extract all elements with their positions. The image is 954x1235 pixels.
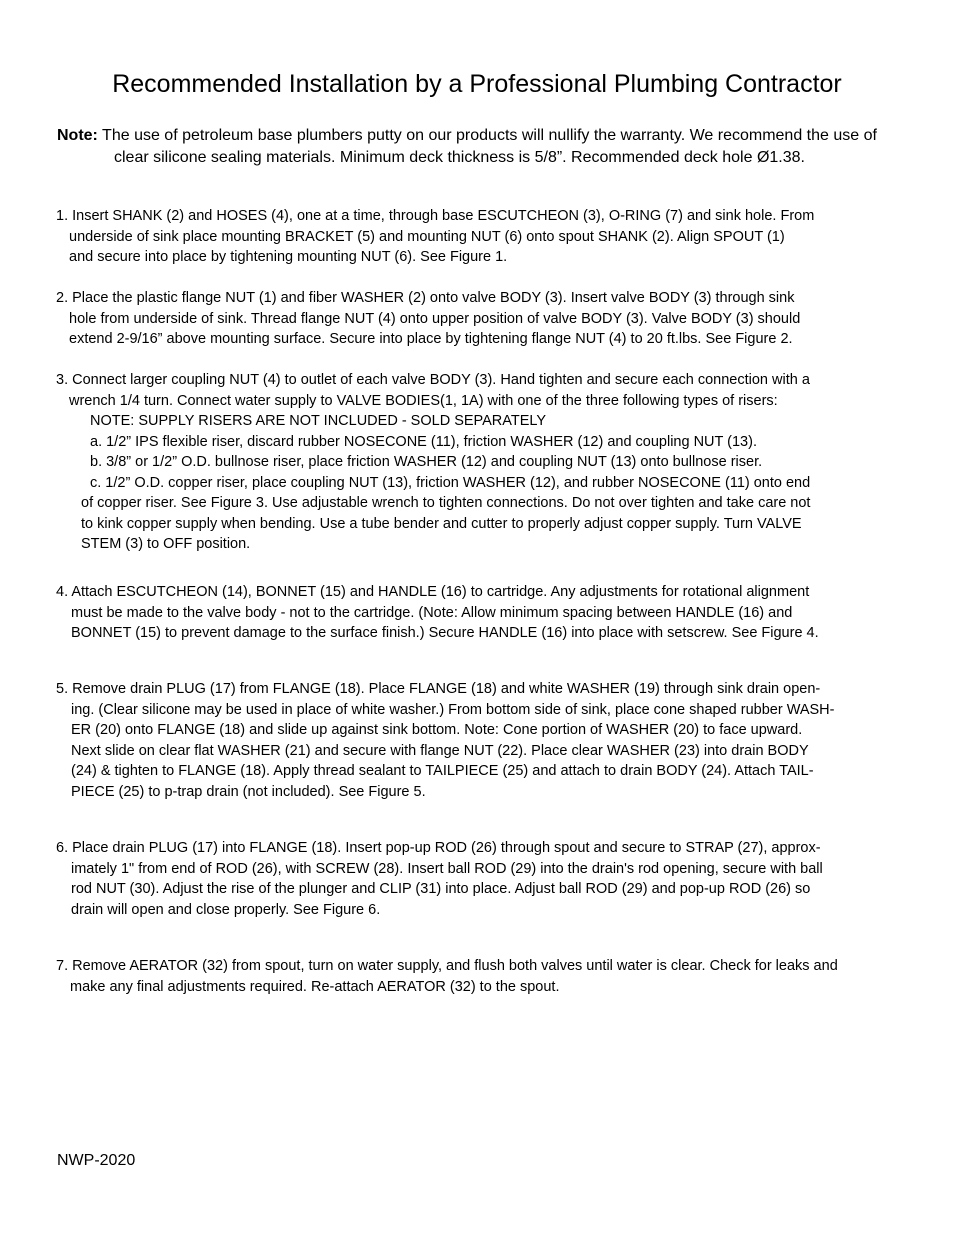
step-1 — [56, 206, 902, 268]
step-line: PIECE (25) to p-trap drain (not included). See Figure 5. — [71, 783, 426, 800]
step-line: imately 1" from end of ROD (26), with SCREW (28). Insert ball ROD (29) into the drain's rod opening, secure with ball — [71, 860, 823, 877]
step-line: underside of sink place mounting BRACKET (5) and mounting NUT (6) onto spout SHANK (2). Align SPOUT (1) — [69, 228, 785, 245]
step-line: 4. Attach ESCUTCHEON (14), BONNET (15) and HANDLE (16) to cartridge. Any adjustments for rotational alignment — [56, 584, 810, 600]
step-line: 6. Place drain PLUG (17) into FLANGE (18). Insert pop-up ROD (26) through spout and secure to STRAP (27), approx- — [56, 840, 821, 856]
step-line: to kink copper supply when bending. Use a tube bender and cutter to properly adjust copper supply. Turn VALVE — [81, 515, 802, 532]
step-line: wrench 1/4 turn. Connect water supply to VALVE BODIES(1, 1A) with one of the three following types of risers: — [69, 392, 778, 409]
step-line: drain will open and close properly. See Figure 6. — [71, 901, 381, 918]
step-5 — [56, 679, 902, 802]
step-line: Next slide on clear flat WASHER (21) and secure with flange NUT (22). Place clear WASHER (23) into drain BODY — [71, 742, 809, 759]
riser-option-c: c. 1/2” O.D. copper riser, place coupling NUT (13), friction WASHER (12), and rubber NOSECONE (11) onto end — [90, 474, 811, 491]
step-line: ER (20) onto FLANGE (18) and slide up against sink bottom. Note: Cone portion of WASHER (20) to face upward. — [71, 722, 803, 738]
step-7 — [56, 956, 902, 997]
step-4 — [56, 582, 902, 644]
step-line: ing. (Clear silicone may be used in place of white washer.) From bottom side of sink, place cone shaped rubber WASH- — [71, 701, 835, 718]
step-line: of copper riser. See Figure 3. Use adjustable wrench to tighten connections. Do not over tighten and take care not — [81, 495, 811, 511]
note-label: Note: — [57, 127, 98, 144]
step-line: 7. Remove AERATOR (32) from spout, turn on water supply, and flush both valves until water is clear. Check for leaks and — [56, 958, 838, 974]
page-title: Recommended Installation by a Professional Plumbing Contractor — [112, 70, 842, 98]
step-line: extend 2-9/16” above mounting surface. Secure into place by tightening flange NUT (4) to 20 ft.lbs. See Figure 2. — [69, 331, 793, 347]
step-2 — [56, 288, 902, 350]
note-text: The use of petroleum base plumbers putty on our products will nullify the warranty. We recommend the use of clear silicone sealing materials. Minimum deck thickness is 5/8”. Recommended deck hole Ø1.38. — [102, 127, 877, 166]
step-line: and secure into place by tightening mounting NUT (6). See Figure 1. — [69, 249, 508, 265]
step-line: STEM (3) to OFF position. — [81, 536, 251, 552]
step-line: hole from underside of sink. Thread flange NUT (4) onto upper position of valve BODY (3). Valve BODY (3) should — [69, 310, 801, 327]
step-line: (24) & tighten to FLANGE (18). Apply thread sealant to TAILPIECE (25) and attach to drain BODY (24). Attach TAIL- — [71, 763, 814, 779]
riser-option-b: b. 3/8” or 1/2” O.D. bullnose riser, place friction WASHER (12) and coupling NUT (13) onto bullnose riser. — [90, 454, 763, 470]
step-3 — [56, 370, 902, 555]
document-code: NWP-2020 — [57, 1152, 136, 1169]
step-6 — [56, 838, 902, 920]
riser-option-a: a. 1/2” IPS flexible riser, discard rubber NOSECONE (11), friction WASHER (12) and coupling NUT (13). — [90, 433, 757, 450]
step-line: 2. Place the plastic flange NUT (1) and fiber WASHER (2) onto valve BODY (3). Insert valve BODY (3) through sink — [56, 290, 795, 306]
supply-risers-note: NOTE: SUPPLY RISERS ARE NOT INCLUDED - SOLD SEPARATELY — [90, 413, 547, 429]
warranty-note — [57, 125, 902, 169]
step-line: must be made to the valve body - not to the cartridge. (Note: Allow minimum spacing between HANDLE (16) and — [71, 604, 793, 621]
step-line: 5. Remove drain PLUG (17) from FLANGE (18). Place FLANGE (18) and white WASHER (19) through sink drain open- — [56, 681, 821, 697]
step-line: BONNET (15) to prevent damage to the surface finish.) Secure HANDLE (16) into place with setscrew. See Figure 4. — [71, 625, 819, 641]
step-line: rod NUT (30). Adjust the rise of the plunger and CLIP (31) into place. Adjust ball ROD (29) and pop-up ROD (26) so — [71, 881, 811, 897]
step-line: make any final adjustments required. Re-attach AERATOR (32) to the spout. — [70, 978, 560, 995]
step-line: 3. Connect larger coupling NUT (4) to outlet of each valve BODY (3). Hand tighten and secure each connection with a — [56, 372, 810, 388]
step-line: 1. Insert SHANK (2) and HOSES (4), one at a time, through base ESCUTCHEON (3), O-RING (7) and sink hole. From — [56, 208, 815, 224]
